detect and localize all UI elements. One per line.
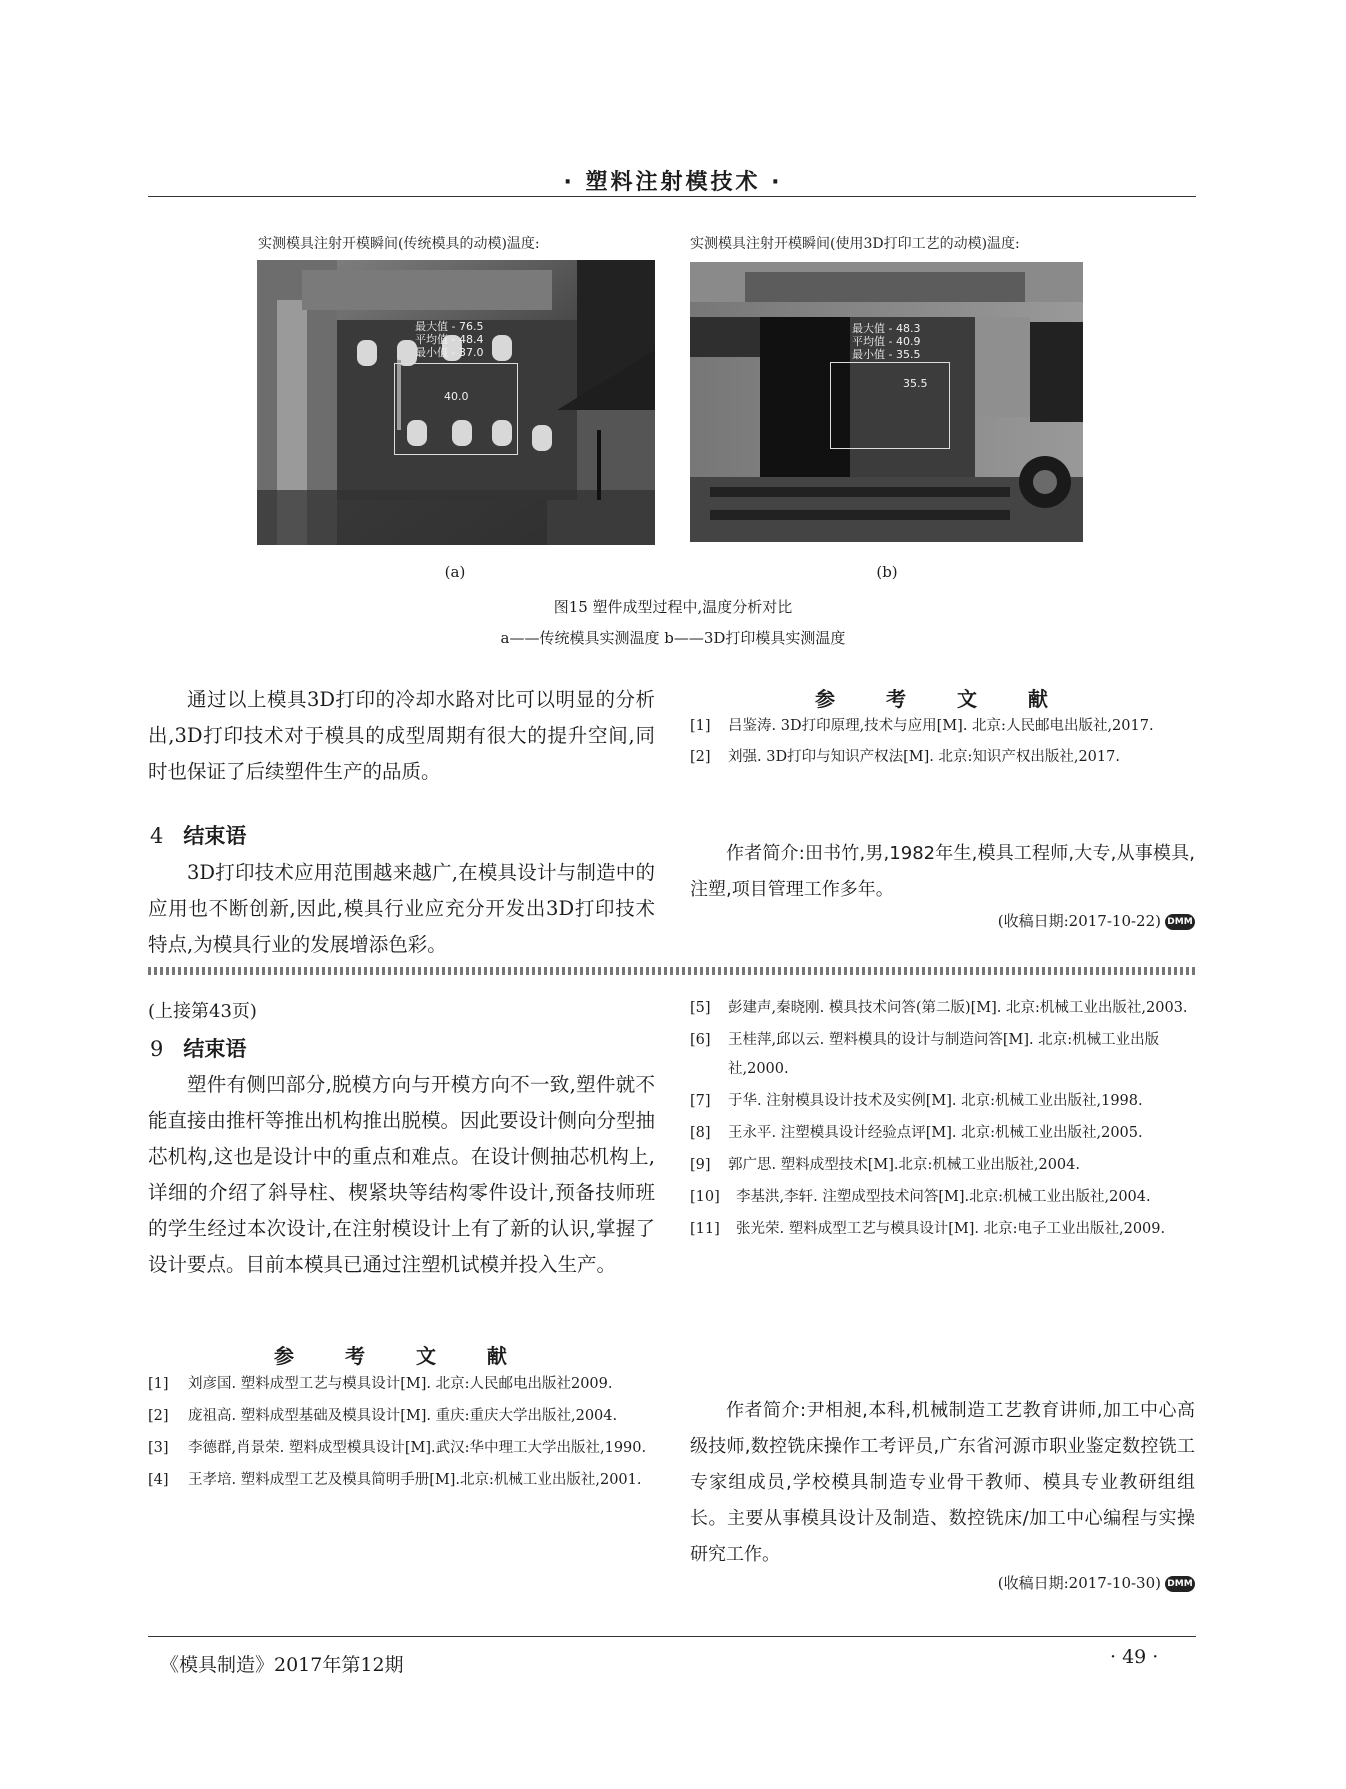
panel-b-label: (b) <box>876 563 898 581</box>
reference-number: [2] <box>148 1408 169 1424</box>
reference-text: 吕鉴涛. 3D打印原理,技术与应用[M]. 北京:人民邮电出版社,2017. <box>728 718 1154 734</box>
panel-b-spot-value: 35.5 <box>903 377 928 390</box>
header-rule <box>148 196 1196 197</box>
reference-number: [2] <box>690 749 711 765</box>
panel-a-spot-value: 40.0 <box>444 390 469 403</box>
dmm-logo: DMM <box>1165 914 1195 930</box>
panel-a-max: 最大值 - 76.5 <box>415 320 484 333</box>
reference-text: 庞祖高. 塑料成型基础及模具设计[M]. 重庆:重庆大学出版社,2004. <box>188 1408 618 1424</box>
panel-a-title: 实测模具注射开模瞬间(传统模具的动模)温度: <box>258 236 540 252</box>
received-text: (收稿日期:2017-10-22) <box>997 912 1161 930</box>
reference-item <box>148 1434 655 1463</box>
reference-item <box>690 1215 1195 1244</box>
reference-item <box>148 1466 655 1495</box>
page-number: · 49 · <box>1110 1646 1159 1668</box>
reference-number: [7] <box>690 1093 711 1109</box>
author-bio-lower: 作者简介:尹相昶,本科,机械制造工艺教育讲师,加工中心高级技师,数控铣床操作工考评员,广东省河源市职业鉴定数控铣工专家组成员,学校模具制造专业骨干教师、模具专业教研组组长。主要从事模具设计及制造、数控铣床/加工中心编程与实操研究工作。 <box>690 1400 1195 1565</box>
references-title-upper: 参 考 文 献 <box>815 687 1070 711</box>
reference-number: [1] <box>690 718 711 734</box>
reference-number: [1] <box>148 1376 169 1392</box>
figure-caption-sub: a——传统模具实测温度 b——3D打印模具实测温度 <box>500 629 846 647</box>
reference-text: 王永平. 注塑模具设计经验点评[M]. 北京:机械工业出版社,2005. <box>728 1125 1143 1141</box>
reference-item <box>690 994 1195 1023</box>
author-bio-upper: 作者简介:田书竹,男,1982年生,模具工程师,大专,从事模具,注塑,项目管理工作多年。 <box>690 843 1195 900</box>
reference-text: 刘强. 3D打印与知识产权法[M]. 北京:知识产权出版社,2017. <box>728 749 1120 765</box>
reference-list-lower-left <box>148 1370 655 1495</box>
conclusion-paragraph-lower: 塑件有侧凹部分,脱模方向与开模方向不一致,塑件就不能直接由推杆等推出机构推出脱模。因此要设计侧向分型抽芯机构,这也是设计中的重点和难点。在设计侧抽芯机构上,详细的介绍了斜导柱、楔紧块等结构零件设计,预备技师班的学生经过本次设计,在注射模设计上有了新的认识,掌握了设计要点。目前本模具已通过注塑机试模并投入生产。 <box>148 1073 656 1276</box>
reference-text: 彭建声,秦晓刚. 模具技术问答(第二版)[M]. 北京:机械工业出版社,2003. <box>728 1000 1188 1016</box>
reference-text: 郭广思. 塑料成型技术[M].北京:机械工业出版社,2004. <box>728 1157 1080 1173</box>
reference-item <box>690 1183 1195 1212</box>
thermal-photo-a <box>257 260 655 545</box>
references-title-lower: 参 考 文 献 <box>274 1344 529 1368</box>
measure-box-a <box>394 363 518 455</box>
reference-list-upper <box>690 712 1195 772</box>
section-9-heading <box>150 1033 246 1063</box>
reference-item <box>690 1087 1195 1116</box>
reference-item <box>148 1370 655 1399</box>
running-header: · 塑料注射模技术 · <box>563 170 783 195</box>
received-text: (收稿日期:2017-10-30) <box>997 1574 1161 1592</box>
figure-caption: 图15 塑件成型过程中,温度分析对比 <box>553 598 793 616</box>
reference-text: 张光荣. 塑料成型工艺与模具设计[M]. 北京:电子工业出版社,2009. <box>736 1221 1166 1237</box>
dmm-logo: DMM <box>1165 1576 1195 1592</box>
reference-text: 刘彦国. 塑料成型工艺与模具设计[M]. 北京:人民邮电出版社2009. <box>188 1376 613 1392</box>
section-4-title: 结束语 <box>183 824 247 848</box>
received-date-upper <box>690 910 1195 931</box>
panel-b-min: 最小值 - 35.5 <box>852 348 921 361</box>
reference-item <box>690 743 1195 772</box>
reference-number: [9] <box>690 1157 711 1173</box>
panel-a-label: (a) <box>444 563 466 581</box>
reference-item <box>690 712 1195 741</box>
thermal-photo-b <box>690 262 1083 542</box>
reference-text: 王孝培. 塑料成型工艺及模具简明手册[M].北京:机械工业出版社,2001. <box>188 1472 642 1488</box>
reference-number: [4] <box>148 1472 169 1488</box>
reference-number: [5] <box>690 1000 711 1016</box>
reference-text: 李德群,肖景荣. 塑料成型模具设计[M].武汉:华中理工大学出版社,1990. <box>188 1440 647 1456</box>
panel-a-min: 最小值 - 37.0 <box>415 346 484 359</box>
reference-item <box>690 1026 1195 1084</box>
section-9-title: 结束语 <box>183 1037 247 1061</box>
reference-text: 李基洪,李轩. 注塑成型技术问答[M].北京:机械工业出版社,2004. <box>736 1189 1151 1205</box>
reference-list-lower-right <box>690 994 1195 1244</box>
reference-item <box>690 1151 1195 1180</box>
panel-b-avg: 平均值 - 40.9 <box>852 335 921 348</box>
reference-number: [11] <box>690 1221 720 1237</box>
received-date-lower <box>690 1572 1195 1593</box>
panel-b-max: 最大值 - 48.3 <box>852 322 921 335</box>
measure-box-b <box>830 362 950 449</box>
journal-issue: 《模具制造》2017年第12期 <box>160 1654 404 1676</box>
section-9-number: 9 <box>150 1037 164 1061</box>
section-divider <box>148 967 1196 975</box>
continued-note: (上接第43页) <box>148 1001 257 1022</box>
conclusion-paragraph-2: 3D打印技术应用范围越来越广,在模具设计与制造中的应用也不断创新,因此,模具行业应充分开发出3D打印技术特点,为模具行业的发展增添色彩。 <box>148 861 655 956</box>
conclusion-paragraph-1: 通过以上模具3D打印的冷却水路对比可以明显的分析出,3D打印技术对于模具的成型周期有很大的提升空间,同时也保证了后续塑件生产的品质。 <box>148 688 655 783</box>
reference-text: 王桂萍,邱以云. 塑料模具的设计与制造问答[M]. 北京:机械工业出版社,2000. <box>728 1032 1160 1077</box>
reference-number: [8] <box>690 1125 711 1141</box>
reference-item <box>148 1402 655 1431</box>
panel-a-avg: 平均值 - 48.4 <box>415 333 484 346</box>
reference-item <box>690 1119 1195 1148</box>
section-4-number: 4 <box>150 824 164 848</box>
reference-number: [6] <box>690 1032 711 1048</box>
reference-number: [3] <box>148 1440 169 1456</box>
section-4-heading <box>150 820 246 850</box>
reference-number: [10] <box>690 1189 720 1205</box>
panel-b-title: 实测模具注射开模瞬间(使用3D打印工艺的动模)温度: <box>690 236 1020 252</box>
footer-rule <box>148 1636 1196 1637</box>
reference-text: 于华. 注射模具设计技术及实例[M]. 北京:机械工业出版社,1998. <box>728 1093 1143 1109</box>
